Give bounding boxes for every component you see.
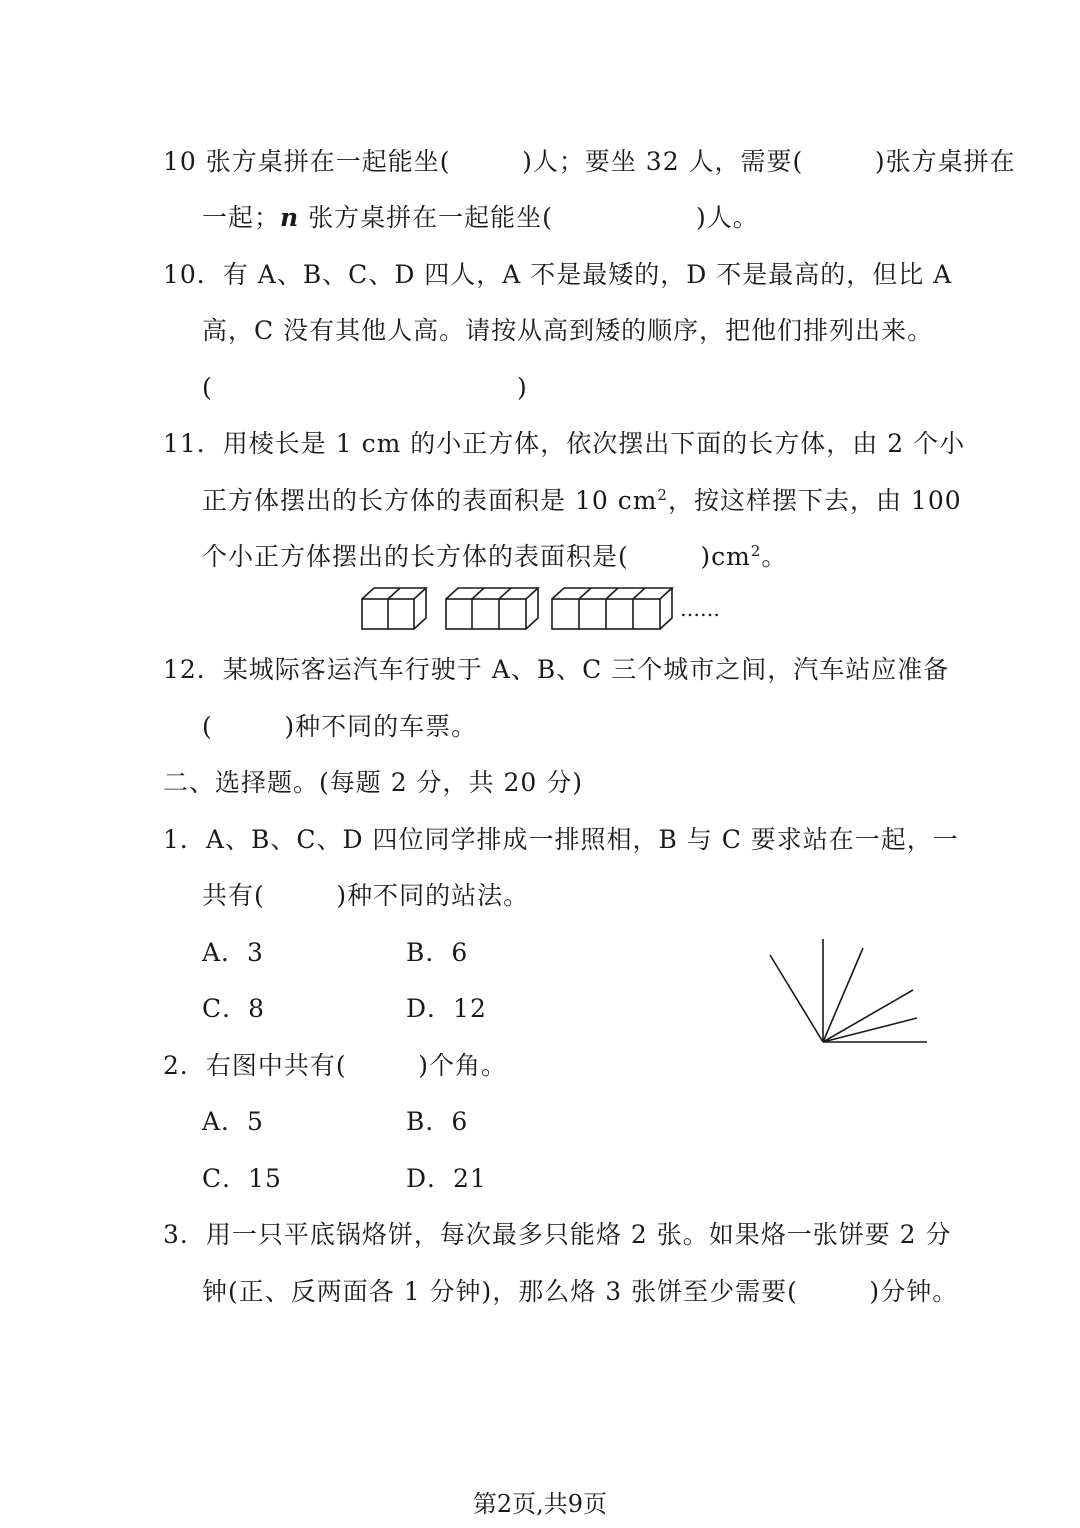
c1-option-c: C．8 [202,994,266,1023]
q11-superscript-2: 2 [750,542,762,560]
c1-option-a: A．3 [202,938,264,967]
cuboids-figure [358,585,698,635]
q12-line-1: 12．某城际客运汽车行驶于 A、B、C 三个城市之间，汽车站应准备 [163,655,950,684]
q10-line-2: 高，C 没有其他人高。请按从高到矮的顺序，把他们排列出来。 [202,316,934,345]
c2-option-a: A．5 [202,1107,264,1136]
c3-line-1: 3．用一只平底锅烙饼，每次最多只能烙 2 张。如果烙一张饼要 2 分 [163,1220,952,1249]
cuboid-3-cubes [446,588,538,629]
q11-line-3 [202,540,787,574]
c3-line-2: 钟(正、反两面各 1 分钟)，那么烙 3 张饼至少需要( )分钟。 [202,1277,959,1306]
c2-option-d: D．21 [406,1164,487,1193]
q9-line-2-text: 一起； [202,203,281,232]
c1-option-d: D．12 [406,994,487,1023]
q11-line-2-text-rest: ，按这样摆下去，由 100 [667,486,962,515]
q11-line-3-text: 个小正方体摆出的长方体的表面积是( )cm [202,542,751,571]
q12-line-2: ( )种不同的车票。 [202,712,478,741]
c1-line-2: 共有( )种不同的站法。 [202,881,530,910]
q9-line-2 [202,201,759,235]
q10-line-1: 10．有 A、B、C、D 四人，A 不是最矮的，D 不是最高的，但比 A [163,260,953,289]
q11-line-2 [202,484,962,518]
q11-line-2-text: 正方体摆出的长方体的表面积是 10 cm [202,486,658,515]
q9-line-2-text-rest: 张方桌拼在一起能坐( )人。 [299,203,759,232]
cuboid-4-cubes [552,588,672,629]
page-number: 第2页,共9页 [472,1490,608,1518]
angles-figure [765,935,935,1055]
cuboids-ellipsis: …… [680,597,720,621]
cuboid-2-cubes [362,588,426,629]
c2-line-1: 2．右图中共有( )个角。 [163,1051,507,1080]
c2-option-b: B．6 [406,1107,469,1136]
q9-variable-n: n [280,203,300,232]
q10-answer-blank: ( ) [202,373,528,402]
q11-superscript: 2 [657,486,668,504]
q9-line-1: 10 张方桌拼在一起能坐( )人；要坐 32 人，需要( )张方桌拼在 [163,147,1016,176]
q11-line-3-end: 。 [761,542,788,571]
c2-option-c: C．15 [202,1164,282,1193]
q11-line-1: 11．用棱长是 1 cm 的小正方体，依次摆出下面的长方体，由 2 个小 [163,429,966,458]
section-2-title: 二、选择题。(每题 2 分，共 20 分) [163,768,584,797]
c1-line-1: 1．A、B、C、D 四位同学排成一排照相，B 与 C 要求站在一起，一 [163,825,959,854]
c1-option-b: B．6 [406,938,469,967]
